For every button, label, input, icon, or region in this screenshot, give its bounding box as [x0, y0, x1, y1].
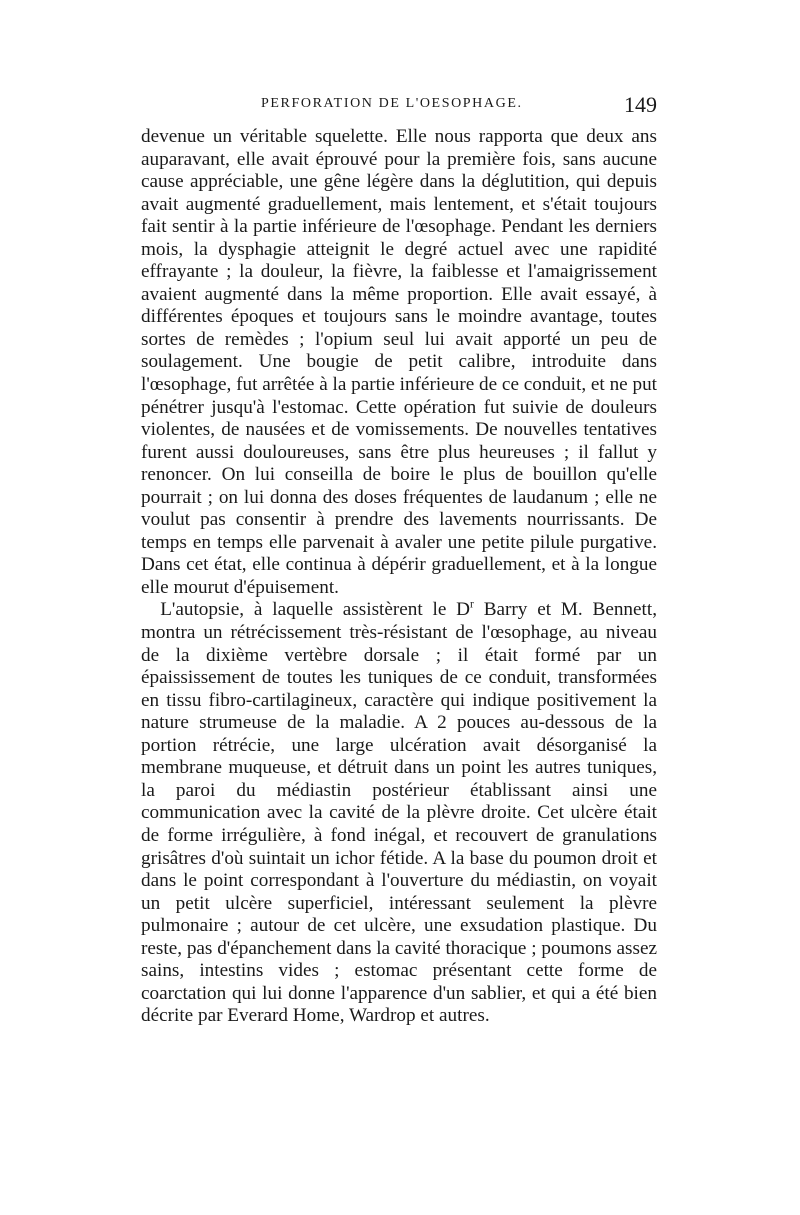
paragraph-2-start: L'autopsie, à laquelle assistèrent le D: [160, 599, 471, 621]
page-number: 149: [624, 92, 657, 117]
paragraph-2-rest: Barry et M. Bennett, montra un rétrécissement très-résistant de l'œsophage, au niveau de la dixième vertèbre dorsale ; il était formé par un épaississement de toutes les tuniques de ce conduit, transformées en tissu fibro-cartilagineux, caractère qui indique positivement la nature strumeuse de la maladie. A 2 pouces au-dessous de la portion rétrécie, une large ulcération avait désorganisé la membrane muqueuse, et détruit dans un point les autres tuniques, la paroi du médiastin postérieur établissant ainsi une communication avec la cavité de la plèvre droite. Cet ulcère était de forme irrégulière, à fond inégal, et recouvert de granulations grisâtres d'où suintait un ichor fétide. A la base du poumon droit et dans le point correspondant à l'ouverture du médiastin, on voyait un petit ulcère superficiel, intéressant seulement la plèvre pulmonaire ; autour de cet ulcère, une exsudation plastique. Du reste, pas d'épanchement dans la cavité thoracique ; poumons assez sains, intestins vides ; estomac présentant cette forme de coarctation qui lui donne l'apparence d'un sablier, et qui a été bien décrite par Everard Home, Wardrop et autres.: [141, 599, 658, 1027]
paragraph-2: [141, 599, 657, 1027]
book-page: [141, 92, 657, 1028]
running-title: PERFORATION DE L'OESOPHAGE.: [261, 96, 523, 111]
paragraph-1: devenue un véritable squelette. Elle nous rapporta que deux ans auparavant, elle avait éprouvé pour la première fois, sans aucune cause appréciable, une gêne légère dans la déglutition, qui depuis avait augmenté graduellement, mais lentement, et s'était toujours fait sentir à la partie inférieure de l'œsophage. Pendant les derniers mois, la dysphagie atteignit le degré actuel avec une rapidité effrayante ; la douleur, la fièvre, la faiblesse et l'amaigrissement avaient augmenté dans la même proportion. Elle avait essayé, à différentes époques et toujours sans le moindre avantage, toutes sortes de remèdes ; l'opium seul lui avait apporté un peu de soulagement. Une bougie de petit calibre, introduite dans l'œsophage, fut arrêtée à la partie inférieure de ce conduit, et ne put pénétrer jusqu'à l'estomac. Cette opération fut suivie de douleurs violentes, de nausées et de vomissements. De nouvelles tentatives furent aussi douloureuses, sans être plus heureuses ; il fallut y renoncer. On lui conseilla de boire le plus de bouillon qu'elle pourrait ; on lui donna des doses fréquentes de laudanum ; elle ne voulut pas consentir à prendre des lavements nourrissants. De temps en temps elle parvenait à avaler une petite pilule purgative. Dans cet état, elle continua à dépérir graduellement, et à la longue elle mourut d'épuisement.: [141, 126, 657, 598]
running-head: [141, 92, 657, 126]
doctor-abbrev-superscript: r: [470, 599, 474, 612]
